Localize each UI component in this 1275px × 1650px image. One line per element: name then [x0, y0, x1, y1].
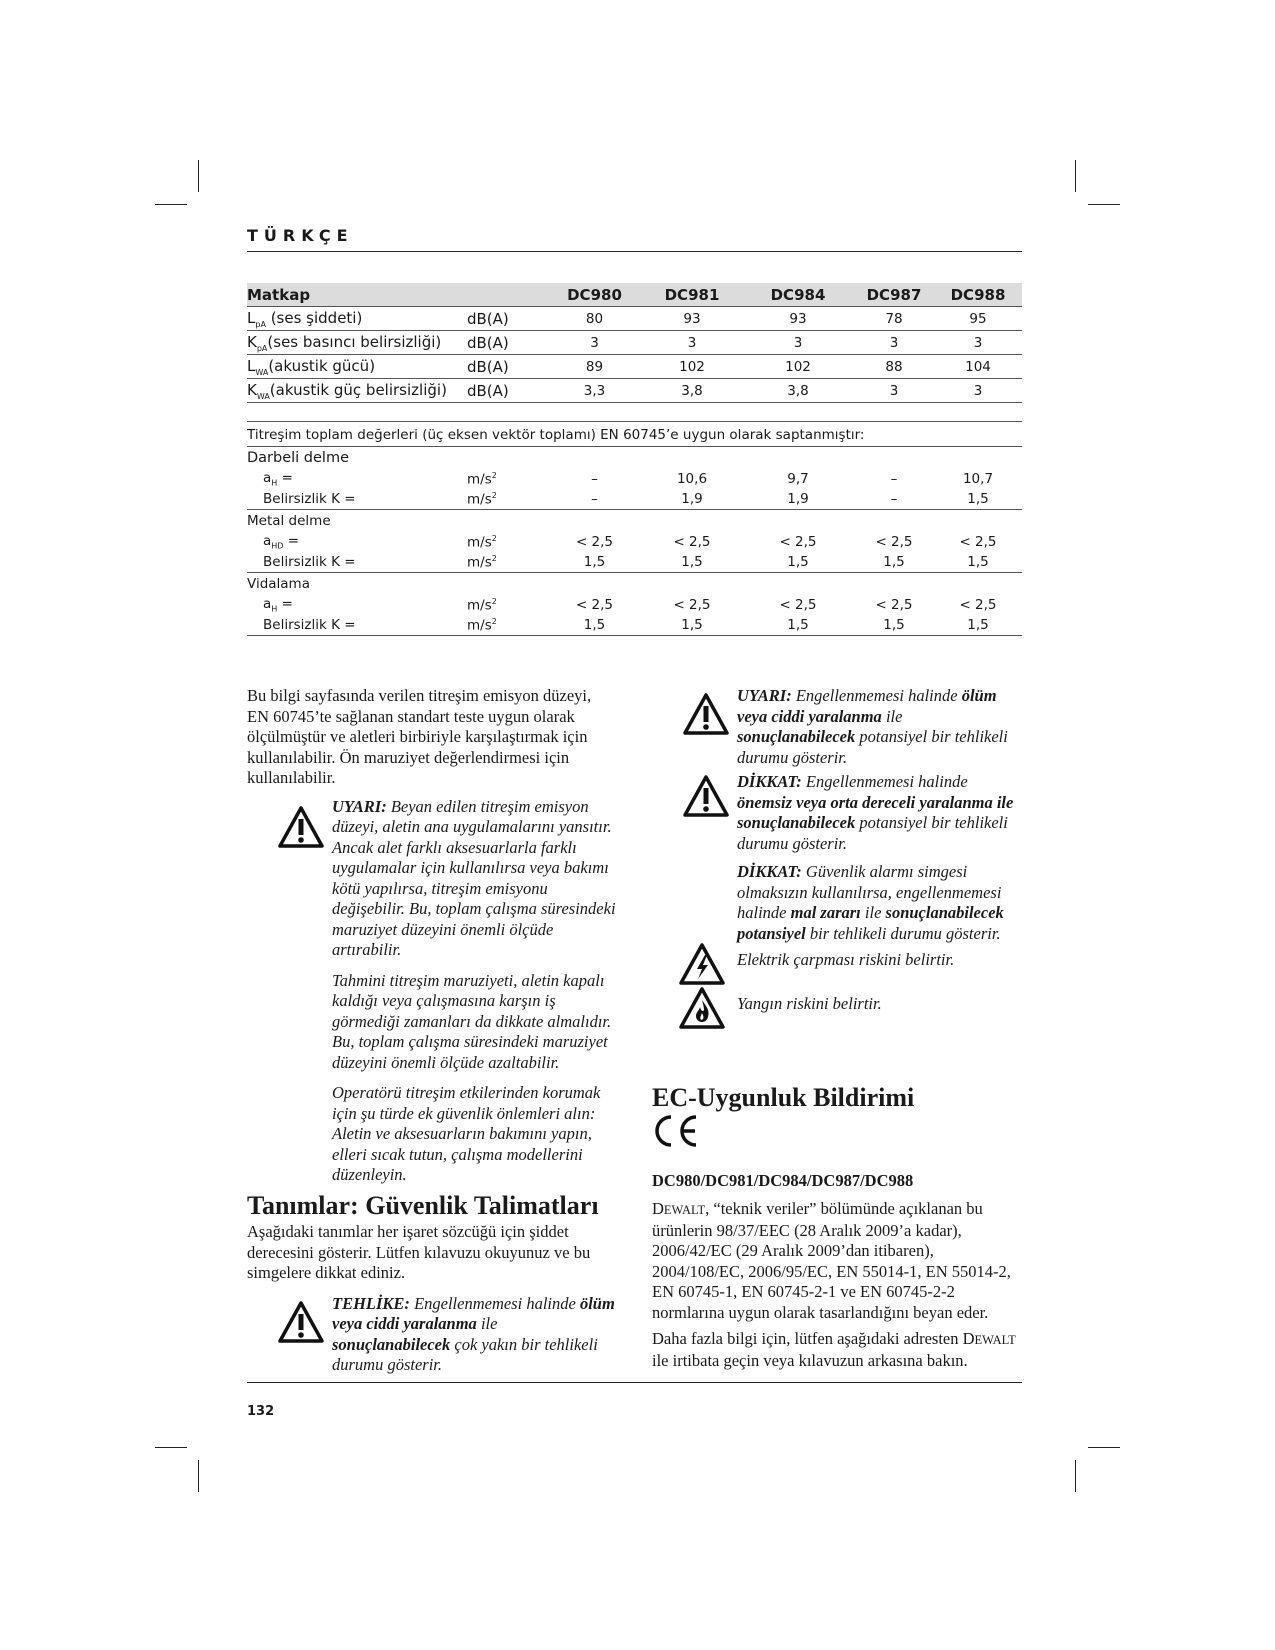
group-name: Darbeli delme	[247, 450, 350, 466]
value-cell: 1,5	[854, 615, 934, 636]
crop-mark	[198, 1460, 199, 1492]
warning-label: UYARI:	[737, 686, 792, 705]
group-name: Vidalama	[247, 576, 310, 592]
value-cell: 1,5	[934, 489, 1022, 510]
table-header-row	[247, 283, 1022, 307]
value-cell: 1,5	[854, 552, 934, 573]
right-column	[652, 686, 1024, 1381]
value-cell: < 2,5	[673, 597, 711, 613]
fire-icon	[678, 986, 726, 1036]
value-cell: 95	[934, 307, 1022, 331]
unit: $m/s^2$	[467, 615, 547, 636]
vibration-title: Titreşim toplam değerleri (üç eksen vektör toplamı) EN 60745’e uygun olarak saptanmıştır:	[247, 424, 1022, 447]
column-header	[467, 283, 547, 307]
value-cell: 3	[742, 331, 854, 355]
footer-rule	[247, 1382, 1022, 1383]
ce-mark-icon	[652, 1113, 1024, 1153]
table-row	[247, 307, 1022, 331]
column-header: DC981	[642, 283, 742, 307]
value-cell: 3	[934, 331, 1022, 355]
unit: $m/s^2$	[467, 533, 497, 551]
value-cell: 9,7	[787, 471, 809, 487]
value-cell: 1,5	[934, 615, 1022, 636]
left-column	[247, 686, 617, 1386]
value-cell: < 2,5	[779, 597, 817, 613]
value-cell: 10,7	[962, 471, 994, 487]
language-header: TÜRKÇE	[247, 226, 354, 245]
value-cell: –	[591, 471, 598, 487]
value-cell: 1,5	[742, 615, 854, 636]
value-cell: 1,5	[934, 552, 1022, 573]
value-cell: 1,5	[547, 615, 642, 636]
value-cell: –	[547, 489, 642, 510]
value-cell: 89	[547, 355, 642, 379]
vibration-intro-text: Bu bilgi sayfasında verilen titreşim emisyon düzeyi, EN 60745’te sağlanan standart teste uygun olarak ölçülmüştür ve aletleri birbiriyle karşılaştırmak için kullanılabilir. Ön maruziyet değerlendirmesi için kullanılabilir.	[247, 686, 592, 787]
crop-mark	[198, 160, 199, 192]
unit: $m/s^2$	[467, 552, 547, 573]
value-cell: < 2,5	[875, 534, 913, 550]
value-cell: < 2,5	[779, 534, 817, 550]
table-row	[247, 510, 1022, 533]
column-header: DC988	[934, 283, 1022, 307]
group-name: Metal delme	[247, 513, 331, 529]
unit: dB(A)	[467, 331, 547, 355]
row-label: $K_{pA}(ses$ basıncı belirsizliği)	[247, 331, 467, 355]
noise-table	[247, 283, 1022, 403]
value-cell: –	[854, 489, 934, 510]
danger-label: TEHLİKE:	[332, 1293, 410, 1313]
value-cell: –	[890, 471, 898, 487]
value-cell: 3,3	[547, 379, 642, 403]
value-cell: < 2,5	[959, 534, 997, 550]
value-cell: 1,5	[642, 552, 742, 573]
crop-mark	[1075, 1460, 1076, 1492]
value-cell: 10,6	[676, 471, 708, 487]
warning-icon	[682, 692, 730, 742]
value-cell: 3	[547, 331, 642, 355]
declaration-text: DEWALT, “teknik veriler” bölümünde açıklanan bu ürünlerin 98/37/EEC (28 Aralık 2009’a kadar), 2006/42/EC (29 Aralık 2009’dan itibaren), 2004/108/EC, 2006/95/EC, EN 55014-1, EN 55014-2, EN 60745-1, EN 60745-2-1 ve EN 60745-2-2 normlarına uygun olarak tasarlandığını beyan eder.	[652, 1199, 1011, 1322]
unit: $m/s^2$	[467, 470, 497, 488]
crop-mark	[155, 204, 187, 205]
warning-text-3: Operatörü titreşim etkilerinden korumak için şu türde ek güvenlik önlemleri alın: Aletin ve aksesuarların bakımını yapın, elleri sıcak tutun, çalışma modellerini düzenleyin.	[332, 1083, 601, 1184]
row-label: Belirsizlik K =	[247, 552, 467, 573]
caution-label: DİKKAT:	[737, 772, 802, 791]
value-cell: 102	[642, 355, 742, 379]
column-header: DC984	[742, 283, 854, 307]
crop-mark	[1088, 1447, 1120, 1448]
model-list: DC980/DC981/DC984/DC987/DC988	[652, 1170, 914, 1190]
electric-shock-icon	[678, 942, 726, 992]
header-rule	[247, 251, 1022, 252]
value-cell: 1,5	[547, 552, 642, 573]
unit: $m/s^2$	[467, 489, 547, 510]
value-cell: 3,8	[742, 379, 854, 403]
value-cell: 3,8	[642, 379, 742, 403]
table-row	[247, 489, 1022, 510]
value-cell: 3	[934, 379, 1022, 403]
ec-declaration-title: EC-Uygunluk Bildirimi	[652, 1083, 915, 1112]
row-label: $a_H$ =	[263, 596, 293, 614]
brand-name: DEWALT	[962, 1329, 1016, 1348]
table-row	[247, 552, 1022, 573]
row-label: $L_{WA}(akustik$ gücü)	[247, 355, 467, 379]
value-cell: 3	[642, 331, 742, 355]
column-header: Matkap	[247, 283, 467, 307]
table-row	[247, 532, 1022, 552]
row-label: Belirsizlik K =	[247, 489, 467, 510]
column-header: DC980	[547, 283, 642, 307]
value-cell: 93	[642, 307, 742, 331]
vibration-table	[247, 424, 1022, 636]
unit: dB(A)	[467, 355, 547, 379]
more-info-text: Daha fazla bilgi için, lütfen aşağıdaki adresten DEWALT ile irtibata geçin veya kılavuzun arkasına bakın.	[652, 1329, 1016, 1370]
value-cell: 88	[854, 355, 934, 379]
value-cell: 1,5	[642, 615, 742, 636]
vibration-warning	[247, 797, 617, 1186]
warning-label: UYARI:	[332, 796, 387, 816]
value-cell: 1,9	[742, 489, 854, 510]
value-cell: < 2,5	[875, 597, 913, 613]
table-row	[247, 595, 1022, 615]
value-cell: 1,9	[642, 489, 742, 510]
warning-text: Beyan edilen titreşim emisyon düzeyi, aletin ana uygulamalarını yansıtır. Ancak alet farklı aksesuarlarla farklı uygulamalar için kullanılırsa veya bakımı kötü yapılırsa, titreşim emisyonu değişebilir. Bu, toplam çalışma süresindeki maruziyet düzeyini önemli ölçüde artırabilir.	[332, 796, 616, 959]
page-number: 132	[247, 1404, 275, 1419]
warning-definition: UYARI: Engellenmemesi halinde ölüm veya ciddi yaralanma ile sonuçlanabilecek potansiyel bir tehlikeli durumu gösterir.	[652, 686, 1024, 768]
vibration-top-rule	[247, 421, 1022, 422]
value-cell: 80	[547, 307, 642, 331]
electric-text: Elektrik çarpması riskini belirtir.	[737, 950, 955, 969]
table-row	[247, 355, 1022, 379]
brand-name: DEWALT	[652, 1199, 706, 1218]
table-row	[247, 447, 1022, 470]
warning-icon	[682, 774, 730, 824]
value-cell: < 2,5	[959, 597, 997, 613]
table-row	[247, 573, 1022, 596]
crop-mark	[1088, 204, 1120, 205]
danger-definition: TEHLİKE: Engellenmemesi halinde ölüm veya ciddi yaralanma ile sonuçlanabilecek çok yakın bir tehlikeli durumu gösterir.	[247, 1294, 617, 1376]
crop-mark	[155, 1447, 187, 1448]
value-cell: 93	[742, 307, 854, 331]
warning-icon	[277, 1300, 325, 1350]
value-cell: < 2,5	[575, 597, 614, 613]
column-header: DC987	[854, 283, 934, 307]
unit: $m/s^2$	[467, 596, 497, 614]
fire-definition	[652, 990, 1024, 1036]
value-cell: 1,5	[742, 552, 854, 573]
fire-text: Yangın riskini belirtir.	[737, 994, 882, 1013]
warning-icon	[277, 805, 325, 855]
section-title: Tanımlar: Güvenlik Talimatları	[247, 1190, 599, 1220]
row-label: $L_{pA}$ (ses şiddeti)	[247, 307, 467, 331]
table-row	[247, 331, 1022, 355]
value-cell: 3	[854, 331, 934, 355]
row-label: Belirsizlik K =	[247, 615, 467, 636]
table-row	[247, 615, 1022, 636]
row-label: $a_H$ =	[263, 470, 293, 488]
value-cell: 104	[934, 355, 1022, 379]
caution-label: DİKKAT:	[737, 862, 802, 881]
electric-shock-definition	[652, 950, 1024, 990]
unit: dB(A)	[467, 307, 547, 331]
warning-text-2: Tahmini titreşim maruziyeti, aletin kapalı kaldığı veya çalışmasına karşın iş görmediği zamanları da dikkate almalıdır. Bu, toplam çalışma süresindeki maruziyet düzeyini önemli ölçüde azaltabilir.	[332, 970, 612, 1072]
row-label: $K_{WA}(akustik$ güç belirsizliği)	[247, 379, 467, 403]
table-row	[247, 424, 1022, 447]
table-row	[247, 379, 1022, 403]
value-cell: 102	[742, 355, 854, 379]
section-text: Aşağıdaki tanımlar her işaret sözcüğü için şiddet derecesini gösterir. Lütfen kılavuzu okuyunuz ve bu simgelere dikkat ediniz.	[247, 1222, 591, 1282]
value-cell: < 2,5	[673, 534, 711, 550]
row-label: $a_{HD}$ =	[263, 533, 300, 551]
unit: dB(A)	[467, 379, 547, 403]
caution-definition: DİKKAT: Engellenmemesi halinde önemsiz veya orta dereceli yaralanma ile sonuçlanabilecek potansiyel bir tehlikeli durumu gösterir. DİKKAT: Güvenlik alarmı simgesi olmaksızın kullanılırsa, engellenmemesi halinde mal zararı ile sonuçlanabilecek potansiyel bir tehlikeli durumu gösterir.	[652, 772, 1024, 944]
crop-mark	[1075, 160, 1076, 192]
value-cell: 3	[854, 379, 934, 403]
value-cell: 78	[854, 307, 934, 331]
table-row	[247, 469, 1022, 489]
value-cell: < 2,5	[575, 534, 614, 550]
